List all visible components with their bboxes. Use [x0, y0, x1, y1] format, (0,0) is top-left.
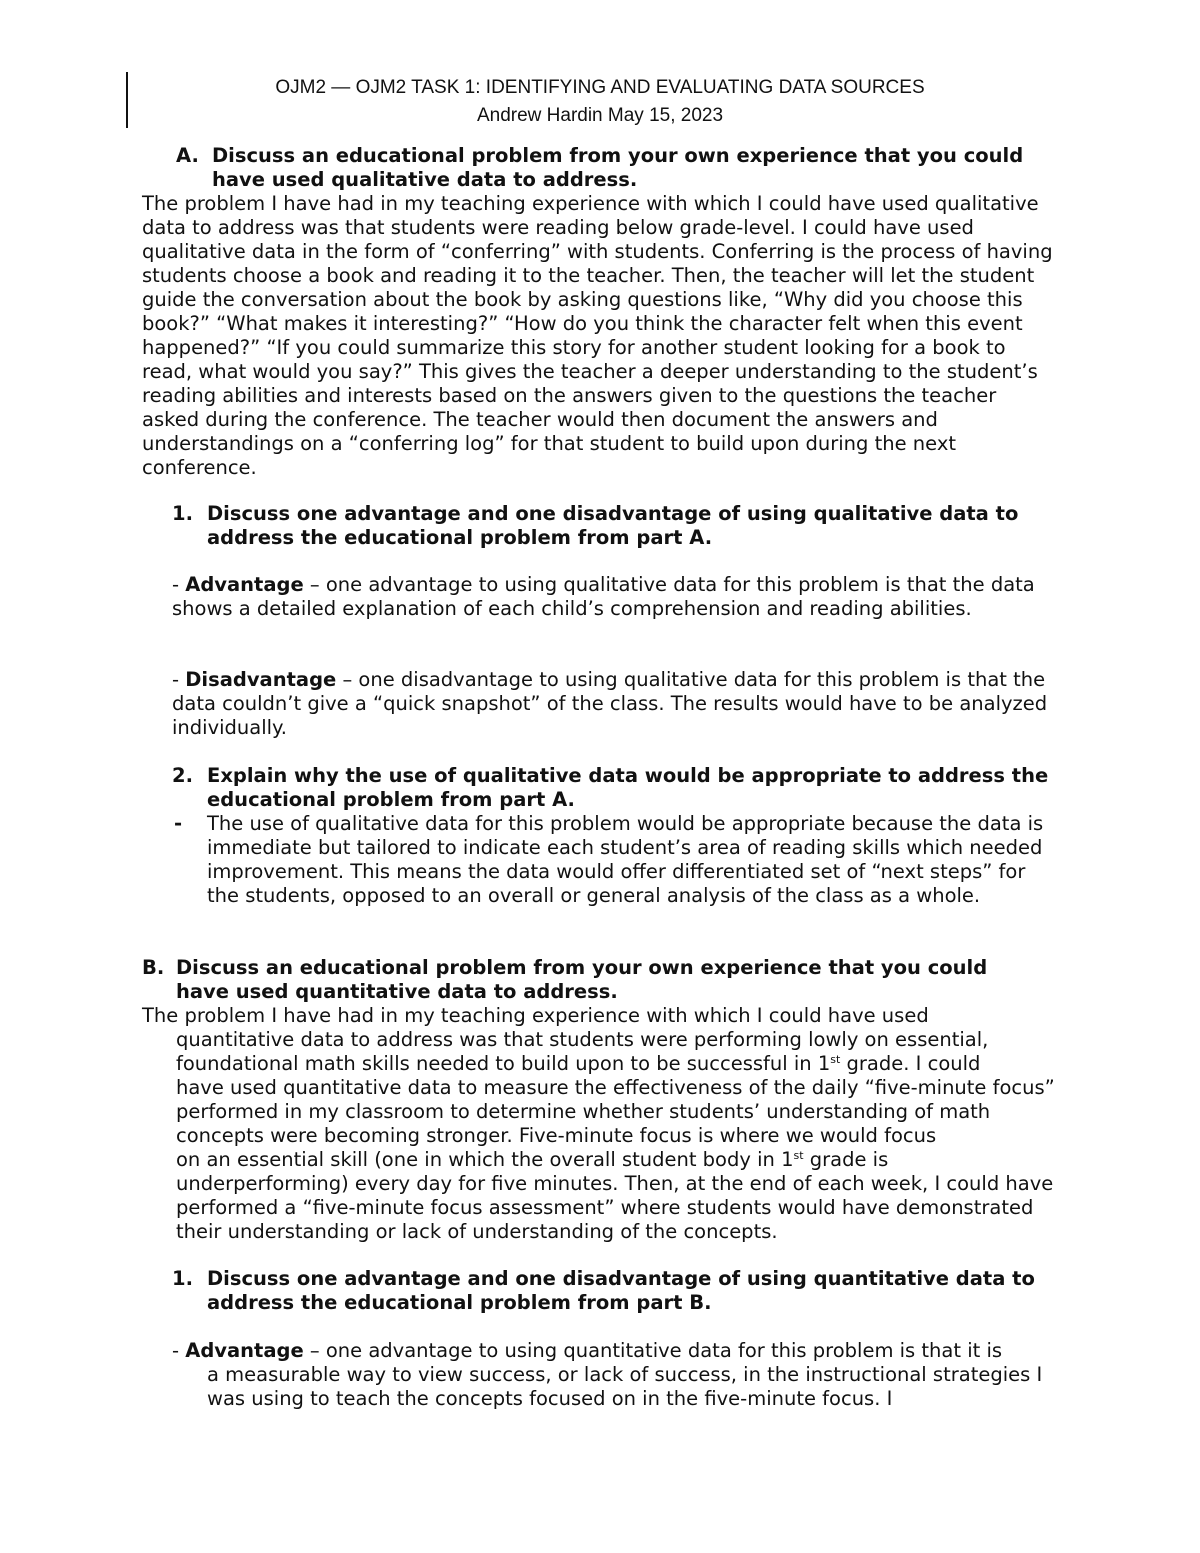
- section-b-heading: Discuss an educational problem from your own experience that you could have used quantitative data to address.: [176, 956, 988, 1003]
- section-a-heading: Discuss an educational problem from your own experience that you could have used qualitative data to address.: [212, 144, 1024, 191]
- a-q1-marker: 1.: [172, 502, 193, 525]
- a-disadvantage: [172, 668, 1060, 740]
- b-q1-marker: 1.: [172, 1267, 193, 1290]
- b-adv-dash: -: [172, 1339, 180, 1362]
- a-adv-label: Advantage: [185, 573, 304, 596]
- section-b-body-mid: have used quantitative data to measure the effectiveness of the daily “five-minute focus” performed in my classroom to determine whether students’ understanding of math concepts were becoming stronger. Five-minute focus is where we would focus: [176, 1076, 1055, 1147]
- b-adv-text-first: – one advantage to using quantitative data for this problem is that it is: [303, 1339, 1003, 1362]
- b-ordinal-2: st: [793, 1149, 804, 1162]
- section-b-body-rest: underperforming) every day for five minutes. Then, at the end of each week, I could have performed a “five-minute focus assessment” where students would have demonstrated their understanding or lack of understanding of the concepts.: [176, 1172, 1054, 1243]
- section-b-marker: B.: [142, 956, 165, 979]
- b-body-l8: on an essential skill (one in which the overall student body in 1: [176, 1148, 794, 1171]
- a-adv-dash: -: [172, 573, 180, 596]
- section-b-body-line-2: quantitative data to address was that students were performing lowly on essential,: [176, 1028, 989, 1051]
- b-q1-heading: Discuss one advantage and one disadvantage of using quantitative data to address the educational problem from part B.: [207, 1267, 1035, 1314]
- a-advantage: [172, 573, 1042, 621]
- section-a-marker: A.: [176, 144, 199, 167]
- a-q2-answer: The use of qualitative data for this problem would be appropriate because the data is immediate but tailored to indicate each student’s area of reading skills which needed improvement. This means the data would offer differentiated set of “next steps” for the students, opposed to an overall or general analysis of the class as a whole.: [207, 812, 1044, 907]
- a-q2-heading: Explain why the use of qualitative data would be appropriate to address the educational problem from part A.: [207, 764, 1049, 811]
- section-b-body-line-3: [176, 1052, 1066, 1076]
- b-advantage-rest: a measurable way to view success, or lack of success, in the instructional strategies I was using to teach the concepts focused on in the five-minute focus. I: [207, 1363, 1043, 1410]
- document-title: OJM2 — OJM2 TASK 1: IDENTIFYING AND EVALUATING DATA SOURCES: [275, 77, 925, 98]
- a-q2-bullet: -: [174, 812, 183, 835]
- b-adv-label: Advantage: [185, 1339, 304, 1362]
- a-disadv-dash: -: [172, 668, 180, 691]
- section-b-body-line-8: [176, 1148, 1066, 1172]
- b-body-l3: foundational math skills needed to build upon to be successful in 1: [176, 1052, 831, 1075]
- b-advantage-line-1: [172, 1339, 1072, 1363]
- a-disadv-label: Disadvantage: [185, 668, 337, 691]
- a-q1-heading: Discuss one advantage and one disadvantage of using qualitative data to address the educational problem from part A.: [207, 502, 1019, 549]
- b-body-l3-end: grade. I could: [840, 1052, 981, 1075]
- a-q2-marker: 2.: [172, 764, 193, 787]
- a-disadv-text: – one disadvantage to using qualitative data for this problem is that the data couldn’t give a “quick snapshot” of the class. The results would have to be analyzed individually.: [172, 668, 1048, 739]
- b-body-l8-end: grade is: [803, 1148, 889, 1171]
- a-adv-text: – one advantage to using qualitative data for this problem is that the data shows a detailed explanation of each child’s comprehension and reading abilities.: [172, 573, 1035, 620]
- section-a-body: The problem I have had in my teaching experience with which I could have used qualitative data to address was that students were reading below grade-level. I could have used qualitative data in the form of “conferring” with students. Conferring is the process of having students choose a book and reading it to the teacher. Then, the teacher will let the student guide the conversation about the book by asking questions like, “Why did you choose this book?” “What makes it interesting?” “How do you think the character felt when this event happened?” “If you could summarize this story for another student looking for a book to read, what would you say?” This gives the teacher a deeper understanding to the student’s reading abilities and interests based on the answers given to the questions the teacher asked during the conference. The teacher would then document the answers and understandings on a “conferring log” for that student to build upon during the next conference.: [142, 192, 1053, 479]
- section-b-body-line-1: The problem I have had in my teaching experience with which I could have used: [142, 1004, 929, 1027]
- author-date: Andrew Hardin May 15, 2023: [476, 105, 724, 126]
- b-ordinal-1: st: [830, 1053, 841, 1066]
